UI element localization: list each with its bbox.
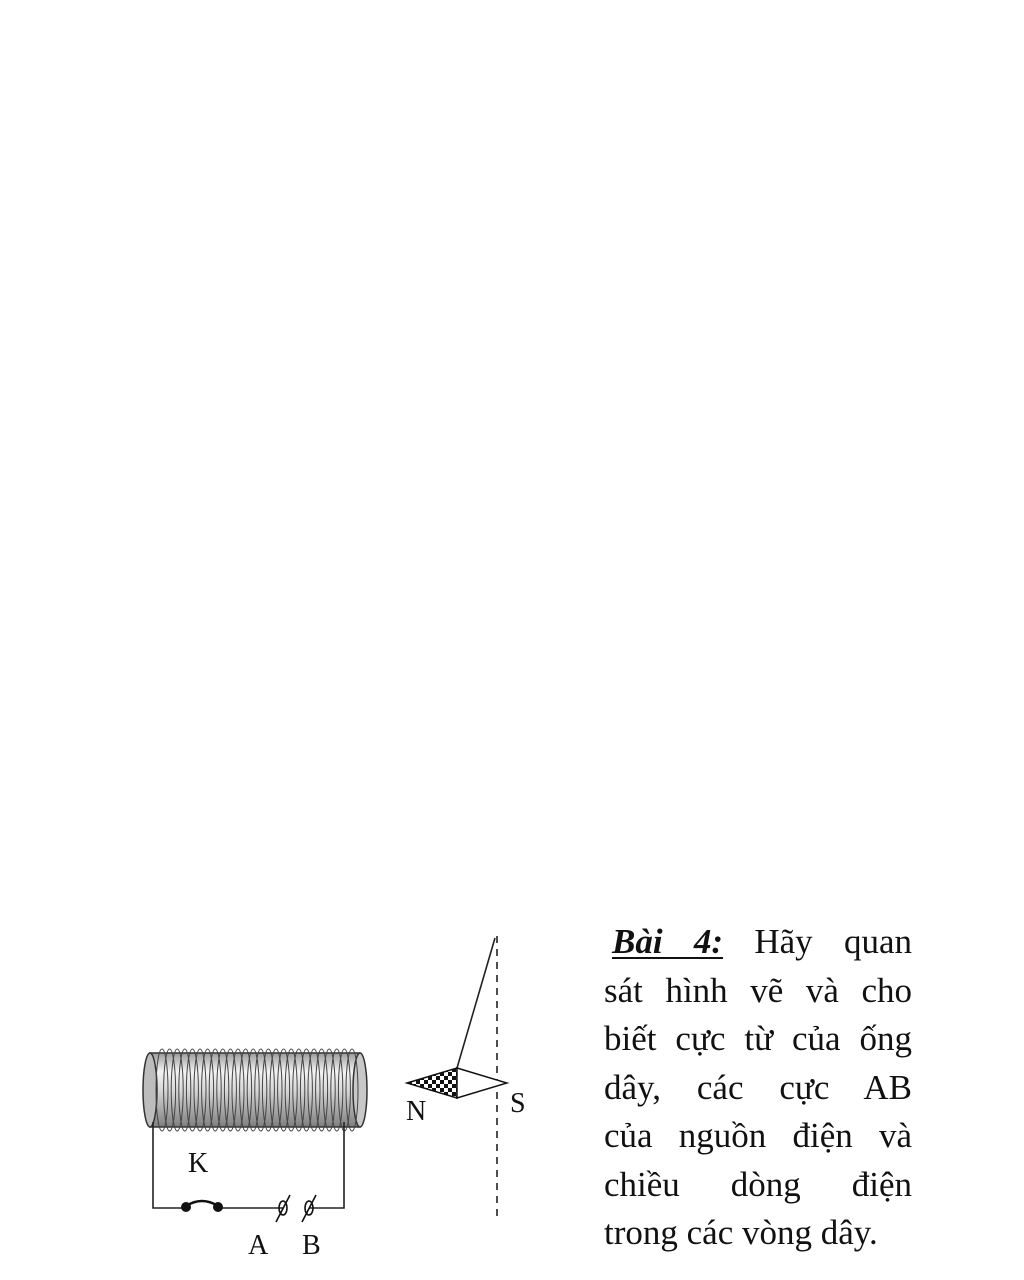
problem-line-7: trong các vòng dây. (604, 1213, 878, 1252)
label-n: N (406, 1096, 427, 1127)
problem-text-1: Hãy quan (754, 922, 912, 961)
solenoid-right-end (353, 1053, 367, 1127)
wire-right (309, 1122, 344, 1208)
switch-k (181, 1201, 223, 1212)
problem-statement (604, 918, 912, 1258)
needle-north-half (407, 1068, 457, 1098)
hanging-needle (407, 936, 507, 1216)
problem-line-4: dây, các cực AB (604, 1067, 912, 1107)
wire-left (153, 1122, 186, 1208)
label-b: B (302, 1230, 321, 1261)
problem-line-3: biết cực từ của ống (604, 1019, 912, 1058)
problem-line-6: chiều dòng điện (604, 1164, 912, 1204)
problem-line-2: sát hình vẽ và cho (604, 970, 912, 1010)
label-s: S (510, 1088, 526, 1119)
problem-heading: Bài 4: (612, 922, 724, 961)
problem-line-5: của nguồn điện và (604, 1116, 912, 1155)
label-k: K (188, 1148, 209, 1179)
suspension-thread (457, 938, 495, 1068)
solenoid-left-end (143, 1053, 157, 1127)
solenoid (143, 1049, 367, 1131)
needle-south-half (457, 1068, 507, 1098)
problem-line-1 (604, 918, 912, 967)
label-a: A (248, 1230, 269, 1261)
